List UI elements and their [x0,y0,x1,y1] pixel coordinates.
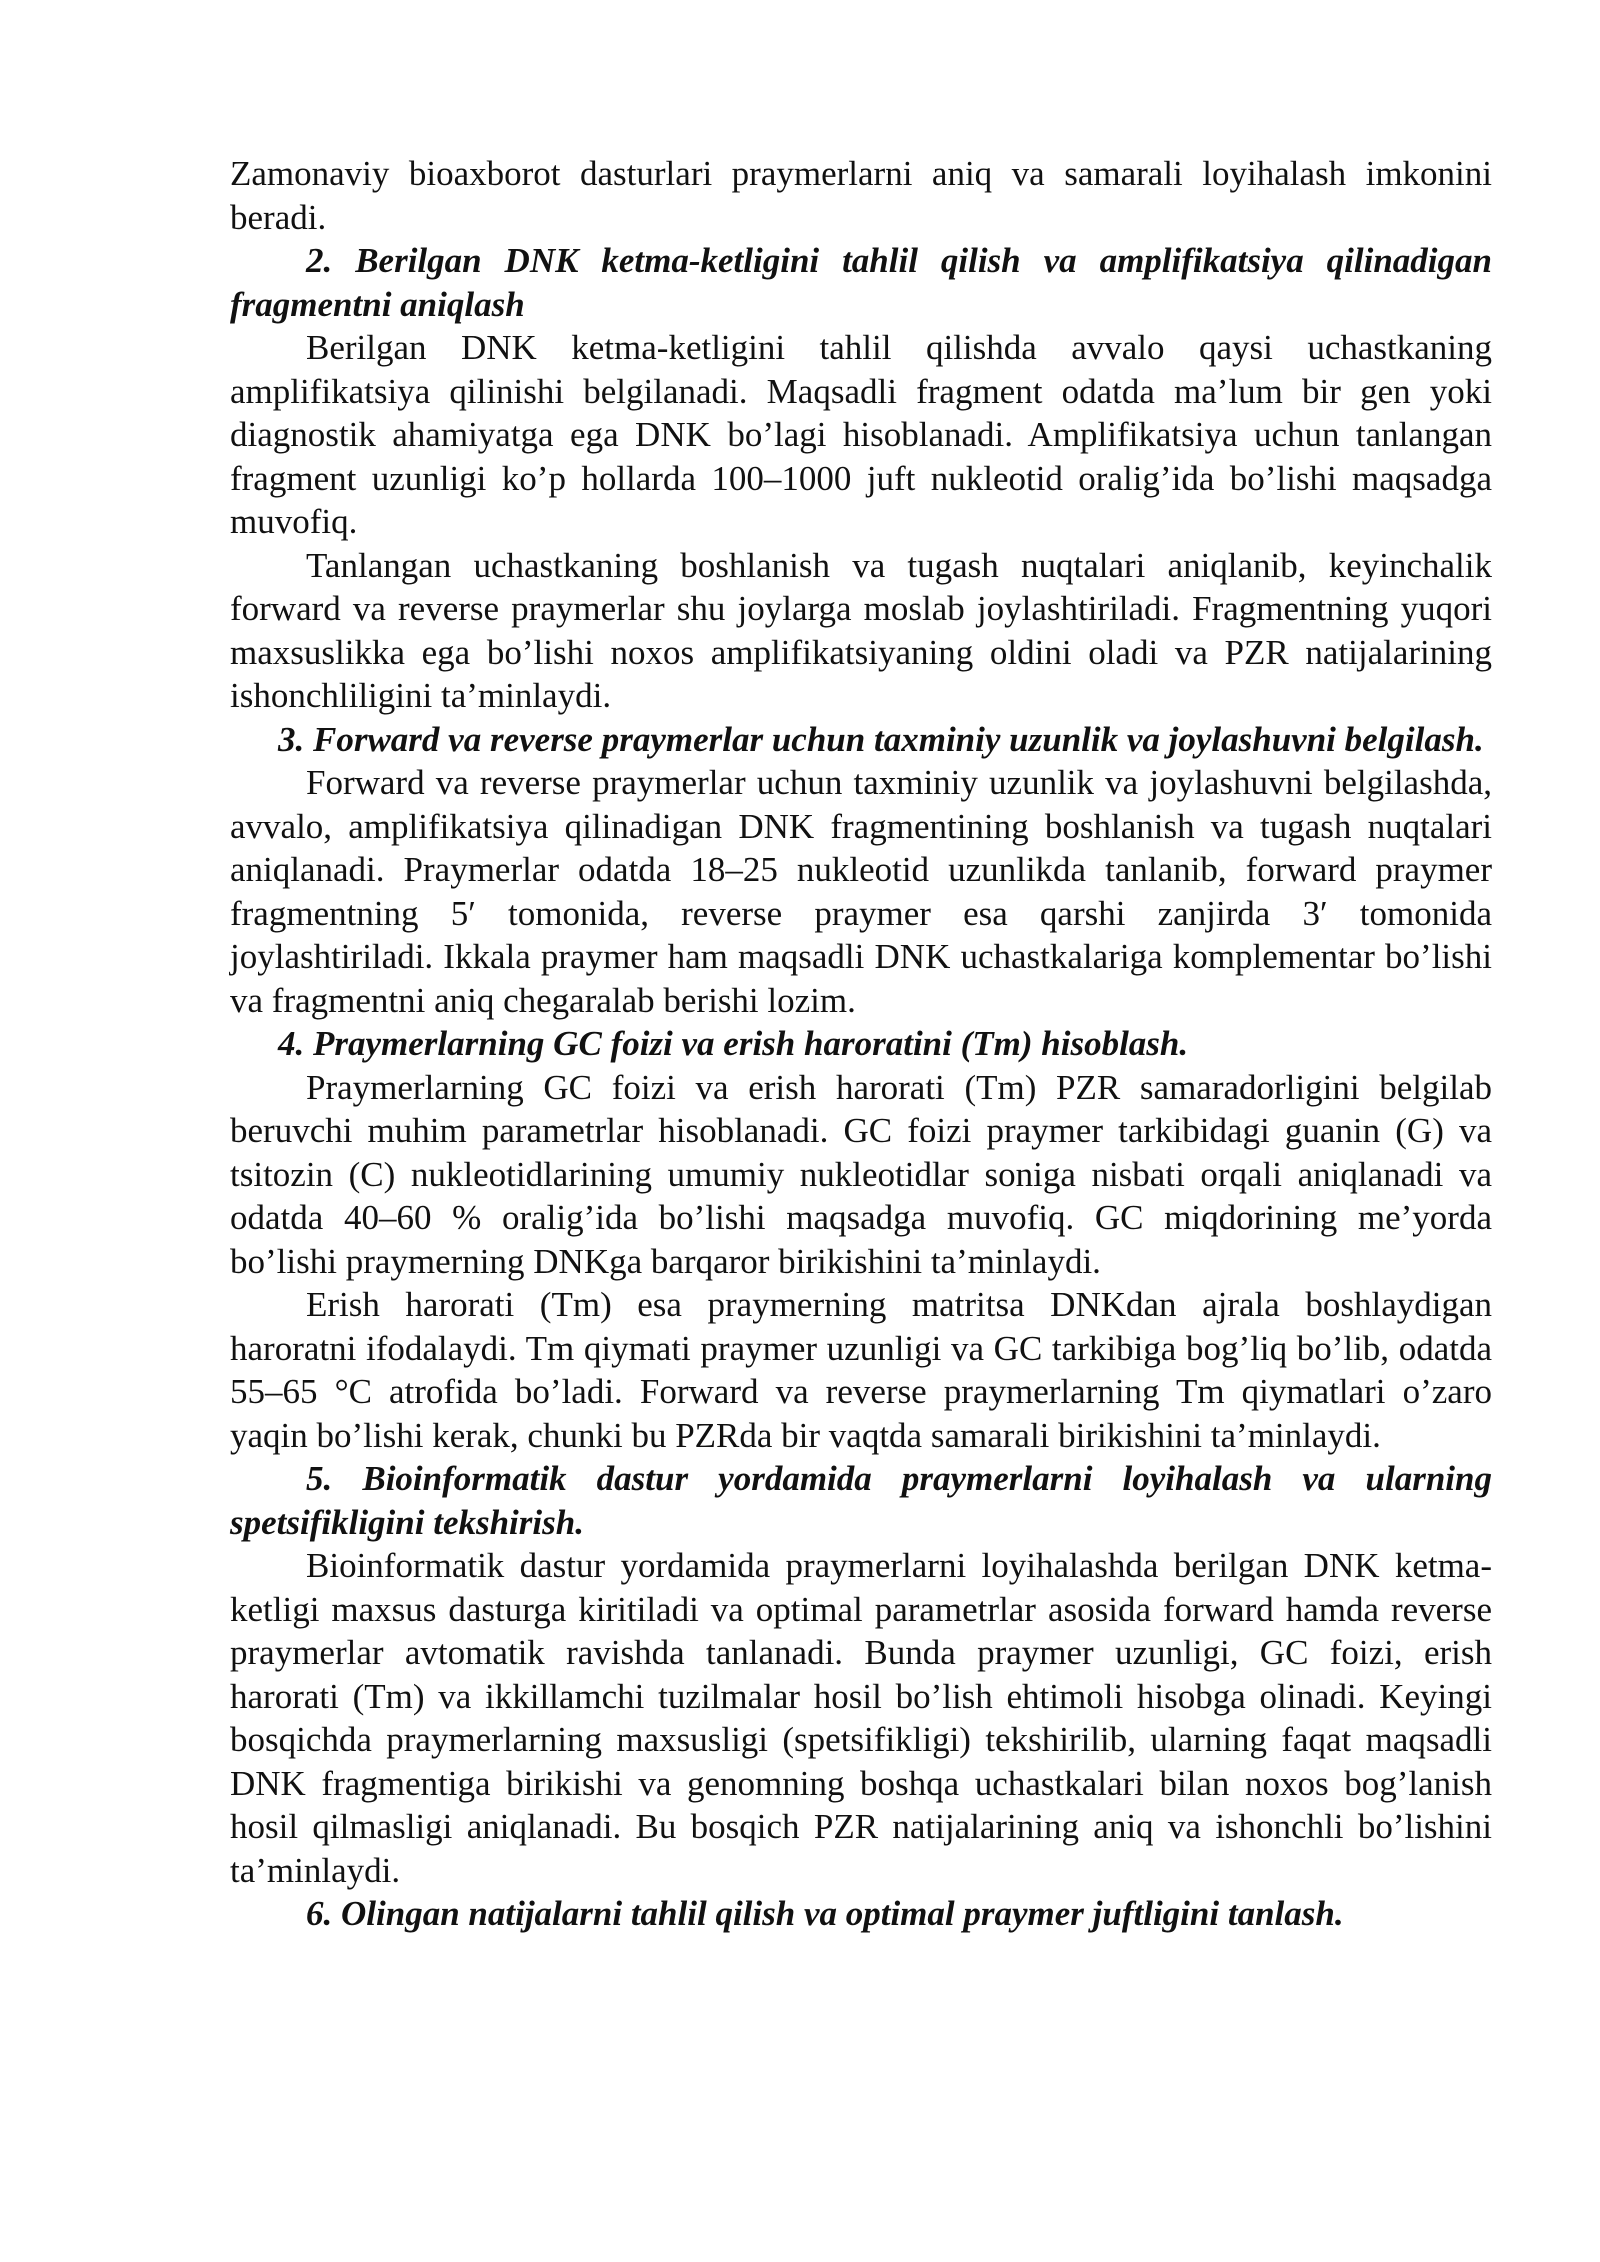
section-heading-4: 4. Praymerlarning GC foizi va erish haroratini (Tm) hisoblash. [278,1024,1189,1063]
paragraph-gc-content: Praymerlarning GC foizi va erish harorati (Tm) PZR samaradorligini belgilab beruvchi muhim parametrlar hisoblanadi. GC foizi praymer tarkibidagi guanin (G) va tsitozin (C) nukleotidlarining umumiy nukleotidlar soniga nisbati orqali aniqlanadi va odatda 40–60 % oralig’ida bo’lishi maqsadga muvofiq. GC miqdorining me’yorda bo’lishi praymerning DNKga barqaror birikishini ta’minlaydi. [230,1067,1492,1281]
section-heading-6: 6. Olingan natijalarni tahlil qilish va optimal praymer juftligini tanlash. [306,1894,1344,1933]
paragraph-intro: Zamonaviy bioaxborot dasturlari praymerlarni aniq va samarali loyihalash imkonini beradi. [230,154,1492,237]
paragraph-melting-temperature: Erish harorati (Tm) esa praymerning matritsa DNKdan ajrala boshlaydigan haroratni ifodalaydi. Tm qiymati praymer uzunligi va GC tarkibiga bog’liq bo’lib, odatda 55–65 °C atrofida bo’ladi. Forward va reverse praymerlarning Tm qiymatlari o’zaro yaqin bo’lishi kerak, chunki bu PZRda bir vaqtda samarali birikishini ta’minlaydi. [230,1285,1492,1455]
document-page [230,152,1492,1936]
paragraph-bioinformatics-design: Bioinformatik dastur yordamida praymerlarni loyihalashda berilgan DNK ketma-ketligi maxsus dasturga kiritiladi va optimal parametrlar asosida forward hamda reverse praymerlar avtomatik ravishda tanlanadi. Bunda praymer uzunligi, GC foizi, erish harorati (Tm) va ikkillamchi tuzilmalar hosil bo’lish ehtimoli hisobga olinadi. Keyingi bosqichda praymerlarning maxsusligi (spetsifikligi) tekshirilib, ularning faqat maqsadli DNK fragmentiga birikishi va genomning boshqa uchastkalari bilan noxos bog’lanish hosil qilmasligi aniqlanadi. Bu bosqich PZR natijalarining aniq va ishonchli bo’lishini ta’minlaydi. [230,1546,1492,1890]
paragraph-fragment-analysis: Berilgan DNK ketma-ketligini tahlil qilishda avvalo qaysi uchastkaning amplifikatsiya qilinishi belgilanadi. Maqsadli fragment odatda ma’lum bir gen yoki diagnostik ahamiyatga ega DNK bo’lagi hisoblanadi. Amplifikatsiya uchun tanlangan fragment uzunligi ko’p hollarda 100–1000 juft nukleotid oralig’ida bo’lishi maqsadga muvofiq. [230,328,1492,541]
section-heading-2: 2. Berilgan DNK ketma-ketligini tahlil qilish va amplifikatsiya qilinadigan fragmentni aniqlash [230,241,1492,324]
paragraph-fragment-boundaries: Tanlangan uchastkaning boshlanish va tugash nuqtalari aniqlanib, keyinchalik forward va reverse praymerlar shu joylarga moslab joylashtiriladi. Fragmentning yuqori maxsuslikka ega bo’lishi noxos amplifikatsiyaning oldini oladi va PZR natijalarining ishonchliligini ta’minlaydi. [230,545,1492,715]
section-heading-3: 3. Forward va reverse praymerlar uchun taxminiy uzunlik va joylashuvni belgilash. [278,719,1484,759]
paragraph-primer-length-position: Forward va reverse praymerlar uchun taxminiy uzunlik va joylashuvni belgilashda, avvalo, amplifikatsiya qilinadigan DNK fragmentining boshlanish va tugash nuqtalari aniqlanadi. Praymerlar odatda 18–25 nukleotid uzunlikda tanlanib, forward praymer fragmentning 5′ tomonida, reverse praymer esa qarshi zanjirda 3′ tomonida joylashtiriladi. Ikkala praymer ham maqsadli DNK uchastkalariga komplementar bo’lishi va fragmentni aniq chegaralab berishi lozim. [230,763,1492,1020]
section-heading-5: 5. Bioinformatik dastur yordamida praymerlarni loyihalash va ularning spetsifikligini tekshirish. [230,1459,1492,1542]
